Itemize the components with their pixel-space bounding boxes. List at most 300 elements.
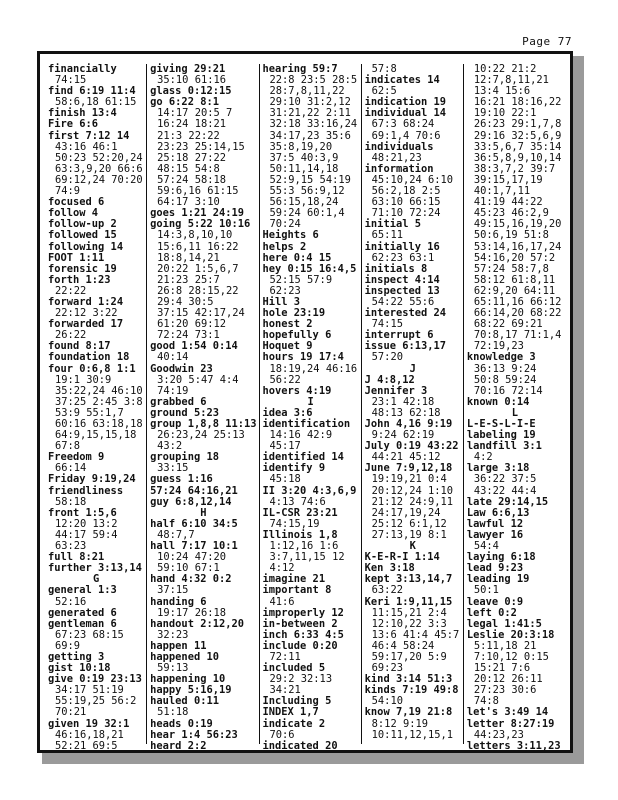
- index-term: interested 24: [364, 307, 446, 320]
- index-term: grabbed 6: [150, 395, 207, 408]
- index-term: hear 1:4 56:23: [150, 728, 238, 741]
- page-references: 38:3,7,2 39:7: [473, 162, 556, 175]
- page-references: 62:9,20 64:11: [473, 284, 556, 297]
- index-term: interrupt 6: [364, 329, 434, 342]
- page-references: 69:12,24 70:20: [55, 173, 143, 186]
- page-references: 21:12 24:9,11: [371, 495, 453, 508]
- page-references: 59:6,16 61:15: [157, 185, 239, 198]
- page-references: 19:19,21 0:4: [371, 473, 447, 486]
- page-references: 46:4 58:24: [371, 639, 435, 652]
- index-term: Leslie 20:3:18: [466, 628, 555, 641]
- index-term: friendliness: [48, 484, 124, 497]
- index-frame: [37, 51, 573, 753]
- page-references: 48:7,7: [157, 528, 195, 541]
- index-term: initial 5: [364, 218, 421, 231]
- index-term: half 6:10 34:5: [150, 517, 238, 530]
- page-references: 29:10 31:2,12: [269, 96, 351, 109]
- page-references: 24:17,19,24: [371, 506, 441, 519]
- index-column-4: [362, 64, 464, 744]
- page-references: 65:11: [371, 229, 403, 242]
- page-references: 37:15 42:17,24: [157, 307, 245, 320]
- index-term: heads 0:19: [150, 717, 213, 730]
- index-term: good 1:54 0:14: [150, 340, 238, 353]
- index-term: follow-up 2: [48, 218, 117, 231]
- section-letter: I: [307, 395, 314, 408]
- index-term: Hoquet 9: [262, 340, 313, 353]
- page-references: 11:15,21 2:4: [371, 606, 447, 619]
- page-references: 7:10,12 0:15: [473, 650, 549, 663]
- page-references: 22:12 3:22: [55, 307, 118, 320]
- page-references: 67:23 68:15: [55, 628, 124, 641]
- page-references: 62:23: [269, 284, 301, 297]
- index-term: happen 11: [150, 639, 207, 652]
- page-references: 58:18: [55, 495, 87, 508]
- page-references: 26:23,24 25:13: [157, 429, 245, 442]
- index-term: grouping 18: [150, 451, 219, 464]
- page-references: 63:22: [371, 584, 403, 597]
- page-references: 43:16 46:1: [55, 140, 118, 153]
- index-term: important 8: [262, 584, 332, 597]
- page-references: 63:23: [55, 540, 87, 553]
- index-term: finish 13:4: [48, 107, 117, 120]
- page-references: 20:12,24 1:10: [371, 484, 453, 497]
- page-references: 33:5,6,7 35:14: [473, 140, 562, 153]
- page-references: 10:22 21:2: [473, 63, 537, 75]
- index-term: INDEX 1,7: [262, 706, 319, 719]
- index-term: given 19 32:1: [48, 717, 130, 730]
- page-references: 32:23: [157, 628, 189, 641]
- index-term: let's 3:49 14: [466, 706, 549, 719]
- index-term: Fire 6:6: [48, 118, 99, 131]
- page-references: 19:17 26:18: [157, 606, 226, 619]
- page-references: 66:14: [55, 462, 87, 475]
- index-term: forensic 19: [48, 262, 117, 275]
- page-references: 62:5: [371, 85, 397, 98]
- page-references: 57:24 58:7,8: [473, 262, 549, 275]
- page-references: 16:21 18:16,22: [473, 96, 562, 109]
- index-term: indicated 20: [262, 739, 338, 752]
- index-term: found 8:17: [48, 340, 111, 353]
- page-references: 57:8: [371, 63, 397, 75]
- index-term: leading 19: [466, 573, 530, 586]
- page-references: 41:6: [269, 595, 295, 608]
- index-term: issue 6:13,17: [364, 340, 446, 353]
- index-term: letter 8:27:19: [466, 717, 555, 730]
- page-references: 54:22 55:6: [371, 295, 435, 308]
- index-term: hours 19 17:4: [262, 351, 344, 364]
- section-letter: H: [200, 506, 207, 519]
- index-term: full 8:21: [48, 551, 105, 564]
- page-references: 54:4: [473, 540, 499, 553]
- index-term: identification: [262, 418, 351, 430]
- page-references: 32:18 33:16,24: [269, 118, 358, 131]
- index-column-5: [464, 63, 565, 752]
- page-references: 74:9: [55, 185, 81, 198]
- page-references: 53:14,16,17,24: [473, 240, 562, 253]
- page-references: 43:2: [157, 440, 183, 453]
- index-term: go 6:22 8:1: [150, 96, 219, 109]
- page-references: 16:24 18:21: [157, 118, 226, 131]
- index-term: knowledge 3: [466, 351, 536, 364]
- page-references: 12:7,8,11,21: [473, 74, 549, 87]
- page-references: 45:10,24 6:10: [371, 173, 453, 186]
- page-references: 35:8,19,20: [269, 140, 333, 153]
- index-term: guy 6:8,12,14: [150, 495, 232, 508]
- page-references: 59:13: [157, 662, 189, 675]
- page-references: 26:22: [55, 329, 87, 342]
- page-references: 29:4 30:5: [157, 295, 214, 308]
- page-references: 63:3,9,20 66:6: [55, 162, 143, 175]
- index-term: further 3:13,14: [48, 562, 142, 575]
- index-term: know 7,19 21:8: [364, 706, 453, 719]
- index-term: forward 1:24: [48, 295, 124, 308]
- page-references: 45:18: [269, 473, 301, 486]
- index-columns: [45, 63, 565, 752]
- page-references: 43:22 44:4: [473, 484, 537, 497]
- page-references: 15:6,11 16:22: [157, 240, 239, 253]
- index-term: inspected 13: [364, 284, 440, 297]
- index-term: labeling 19: [466, 429, 536, 442]
- index-term: gentleman 6: [48, 617, 117, 630]
- page-references: 74:15: [55, 74, 87, 87]
- page-references: 56:15,18,24: [269, 196, 339, 209]
- index-term: letters 3:11,23: [466, 739, 561, 752]
- index-term: idea 3:6: [262, 406, 313, 419]
- page-references: 19:1 30:9: [55, 373, 112, 386]
- page-references: 70:24: [269, 218, 301, 231]
- index-term: Illinois 1,8: [262, 528, 338, 541]
- page-references: 54:10: [371, 695, 403, 708]
- index-term: hand 4:32 0:2: [150, 573, 232, 586]
- index-term: included 5: [262, 662, 326, 675]
- page-references: 40:1,7,11: [473, 185, 531, 198]
- index-term: going 5:22 10:16: [150, 218, 251, 231]
- page-references: 52:15 57:9: [269, 273, 333, 286]
- index-term: happy 5:16,19: [150, 684, 232, 697]
- index-term: heard 2:2: [150, 739, 207, 752]
- index-term: happened 10: [150, 650, 219, 663]
- page-references: 51:18: [157, 706, 189, 719]
- page-references: 45:23 46:2,9: [473, 207, 549, 220]
- index-term: leave 0:9: [466, 595, 524, 608]
- page-references: 57:24 58:18: [157, 173, 226, 186]
- page-references: 4:12: [269, 562, 295, 575]
- page-references: 67:8: [55, 440, 81, 453]
- index-column-2: [147, 63, 259, 752]
- page-references: 36:22 37:5: [473, 473, 537, 486]
- index-term: individuals: [364, 140, 434, 153]
- page-references: 34:17 51:19: [55, 684, 124, 697]
- page-references: 54:16,20 57:2: [473, 251, 556, 264]
- index-term: four 0:6,8 1:1: [48, 362, 136, 375]
- index-term: IL-CSR 23:21: [262, 506, 338, 519]
- index-term: getting 3: [48, 650, 105, 663]
- page-references: 40:14: [157, 351, 189, 364]
- index-term: hearing 59:7: [262, 63, 338, 75]
- index-term: foundation 18: [48, 351, 130, 364]
- page-references: 3:20 5:47 4:4: [157, 373, 239, 386]
- page-references: 53:9 55:1,7: [55, 406, 124, 419]
- page-references: 68:22 69:21: [473, 318, 543, 331]
- page-references: 55:19,25 56:2: [55, 695, 137, 708]
- section-letter: K: [409, 540, 416, 553]
- index-term: late 29:14,15: [466, 495, 549, 508]
- page-references: 65:11,16 66:12: [473, 295, 562, 308]
- page-references: 44:21 45:12: [371, 451, 441, 464]
- index-term: L-E-S-L-I-E: [466, 418, 536, 430]
- index-term: laying 6:18: [466, 551, 536, 564]
- index-term: inspect 4:14: [364, 273, 440, 286]
- page-references: 25:12 6:1,12: [371, 517, 447, 530]
- page-references: 59:17,20 5:9: [371, 650, 447, 663]
- page-references: 58:12 61:8,11: [473, 273, 556, 286]
- index-term: following 14: [48, 240, 124, 253]
- index-term: hovers 4:19: [262, 384, 332, 397]
- index-term: hole 23:19: [262, 307, 326, 320]
- index-term: indication 19: [364, 96, 446, 109]
- index-term: hopefully 6: [262, 329, 332, 342]
- page-references: 25:18 27:22: [157, 151, 226, 164]
- index-term: Jennifer 3: [364, 384, 428, 397]
- page-references: 59:10 67:1: [157, 562, 220, 575]
- page-references: 71:10 72:24: [371, 207, 441, 220]
- index-term: initials 8: [364, 262, 428, 275]
- index-term: II 3:20 4:3,6,9: [262, 484, 357, 497]
- page-references: 15:21 7:6: [473, 662, 531, 675]
- page-references: 35:22,24 46:10: [55, 384, 143, 397]
- page-references: 74:15,19: [269, 517, 320, 530]
- page-references: 14:17 20:5 7: [157, 107, 233, 120]
- index-term: give 0:19 23:13: [48, 673, 142, 686]
- page-references: 27:13,19 8:1: [371, 528, 447, 541]
- page-references: 61:20 69:12: [157, 318, 226, 331]
- page-references: 13:6 41:4 45:7: [371, 628, 460, 641]
- page-references: 20:22 1:5,6,7: [157, 262, 239, 275]
- page-references: 48:21,23: [371, 151, 422, 164]
- page-references: 36:13 9:24: [473, 362, 537, 375]
- page-references: 50:8 59:24: [473, 373, 537, 386]
- page-references: 74:15: [371, 318, 403, 331]
- index-term: front 1:5,6: [48, 506, 117, 519]
- page-references: 45:17: [269, 440, 301, 453]
- index-term: follow 4: [48, 207, 99, 220]
- index-term: here 0:4 15: [262, 251, 332, 264]
- index-term: indicate 2: [262, 717, 326, 730]
- page-references: 50:11,14,18: [269, 162, 339, 175]
- page-references: 52:21 69:5: [55, 739, 118, 752]
- page-references: 63:10 66:15: [371, 196, 441, 209]
- page-references: 41:19 44:22: [473, 196, 543, 209]
- page-references: 26:8 28:15,22: [157, 284, 239, 297]
- page-references: 70:21: [55, 706, 87, 719]
- index-term: guess 1:16: [150, 473, 213, 486]
- index-term: forth 1:23: [48, 273, 111, 286]
- page-references: 56:22: [269, 373, 301, 386]
- page-references: 37:5 40:3,9: [269, 151, 339, 164]
- index-term: group 1,8,8 11:13: [150, 418, 257, 430]
- index-term: July 0:19 43:22: [364, 440, 459, 453]
- page-references: 58:6,18 61:15: [55, 96, 137, 109]
- index-term: improperly 12: [262, 606, 344, 619]
- page-references: 72:24 73:1: [157, 329, 220, 342]
- index-term: helps 2: [262, 240, 307, 253]
- page-references: 72:19,23: [473, 340, 524, 353]
- page-references: 48:15 54:8: [157, 162, 220, 175]
- page-references: 50:1: [473, 584, 499, 597]
- section-letter: L: [511, 406, 519, 419]
- section-letter: G: [92, 573, 100, 586]
- index-term: known 0:14: [466, 395, 530, 408]
- index-term: financially: [48, 63, 117, 75]
- index-term: Keri 1:9,11,15: [364, 595, 453, 608]
- index-term: landfill 3:1: [466, 440, 542, 453]
- page-references: 69:23: [371, 662, 403, 675]
- page-references: 69:9: [55, 639, 81, 652]
- index-term: Goodwin 23: [150, 362, 213, 375]
- index-term: identify 9: [262, 462, 326, 475]
- index-term: initially 16: [364, 240, 440, 253]
- page-references: 50:6,19 51:8: [473, 229, 549, 242]
- page-number: Page 77: [522, 35, 572, 48]
- index-term: hauled 0:11: [150, 695, 219, 708]
- page-references: 37:25 2:45 3:8: [55, 395, 143, 408]
- index-term: find 6:19 11:4: [48, 85, 136, 98]
- page-references: 66:14,20 68:22: [473, 307, 562, 320]
- page-references: 27:23 30:6: [473, 684, 537, 697]
- index-term: Hill 3: [262, 295, 301, 308]
- index-term: J 4:8,12: [364, 373, 415, 386]
- page-references: 13:4 15:6: [473, 85, 531, 98]
- index-term: June 7:9,12,18: [364, 462, 453, 475]
- page-references: 52:16: [55, 595, 87, 608]
- page-references: 5:11,18 21: [473, 639, 537, 652]
- index-column-1: [45, 63, 147, 752]
- page-references: 64:17 3:10: [157, 196, 220, 209]
- page-references: 50:23 52:20,24: [55, 151, 143, 164]
- index-term: indicates 14: [364, 74, 440, 87]
- page-references: 67:3 68:24: [371, 118, 435, 131]
- index-term: generated 6: [48, 606, 117, 619]
- index-term: in-between 2: [262, 617, 338, 630]
- index-term: FOOT 1:11: [48, 251, 105, 264]
- page-references: 28:7,8,11,22: [269, 85, 345, 98]
- page-references: 14:3,8,10,10: [157, 229, 233, 242]
- index-term: hall 7:17 10:1: [150, 540, 238, 553]
- index-term: hey 0:15 16:4,5: [262, 262, 357, 275]
- page-references: 20:12 26:11: [473, 673, 543, 686]
- page-references: 1:12,16 1:6: [269, 540, 339, 553]
- page-references: 26:23 29:1,7,8: [473, 118, 562, 131]
- section-letter: J: [409, 362, 416, 375]
- page-references: 55:3 56:9,12: [269, 185, 345, 198]
- index-term: handout 2:12,20: [150, 617, 244, 630]
- page-references: 49:15,16,19,20: [473, 218, 562, 231]
- index-term: 57:24 64:16,21: [150, 484, 238, 497]
- index-term: focused 6: [48, 196, 105, 209]
- page-references: 46:16,18,21: [55, 728, 124, 741]
- page-references: 23:23 25:14,15: [157, 140, 245, 153]
- page-references: 21:23 25:7: [157, 273, 220, 286]
- page-references: 22:8 23:5 28:5: [269, 74, 358, 87]
- page-references: 22:22: [55, 284, 87, 297]
- page-references: 37:15: [157, 584, 189, 597]
- page-references: 18:8,14,21: [157, 251, 220, 264]
- index-term: lead 9:23: [466, 562, 524, 575]
- index-term: forwarded 17: [48, 318, 124, 331]
- page-references: 48:13 62:18: [371, 406, 441, 419]
- page-references: 33:15: [157, 462, 189, 475]
- page-references: 14:16 42:9: [269, 429, 333, 442]
- index-term: kind 3:14 51:3: [364, 673, 453, 686]
- index-term: kinds 7:19 49:8: [364, 684, 459, 697]
- index-term: imagine 21: [262, 573, 326, 586]
- page-references: 35:10 61:16: [157, 74, 226, 87]
- page-references: 9:24 62:19: [371, 429, 435, 442]
- page-references: 23:1 42:18: [371, 395, 435, 408]
- page-references: 34:21: [269, 684, 301, 697]
- page-references: 64:9,15,15,18: [55, 429, 137, 442]
- index-term: first 7:12 14: [48, 129, 130, 142]
- page-references: 18:19,24 46:16: [269, 362, 358, 375]
- page-references: 29:16 32:5,6,9: [473, 129, 562, 142]
- page-references: 59:24 60:1,4: [269, 207, 345, 220]
- index-term: lawyer 16: [466, 528, 524, 541]
- index-term: Heights 6: [262, 229, 319, 242]
- index-term: Ken 3:18: [364, 562, 415, 575]
- page-references: 72:11: [269, 650, 301, 663]
- page-references: 36:5,8,9,10,14: [473, 151, 562, 164]
- index-term: K-E-R-I 1:14: [364, 551, 440, 564]
- page-references: 70:16 72:14: [473, 384, 543, 397]
- page-references: 57:20: [371, 351, 403, 364]
- page-references: 74:19: [157, 384, 189, 397]
- page-references: 69:1,4 70:6: [371, 129, 441, 142]
- index-term: giving 29:21: [150, 63, 226, 75]
- page-references: 44:23,23: [473, 728, 524, 741]
- page-references: 70:8,17 71:1,4: [473, 329, 562, 342]
- index-term: handing 6: [150, 595, 207, 608]
- index-term: identified 14: [262, 451, 344, 464]
- index-term: include 0:20: [262, 639, 338, 652]
- index-term: honest 2: [262, 318, 313, 331]
- page-references: 34:17,23 35:6: [269, 129, 351, 142]
- index-term: Law 6:6,13: [466, 506, 530, 519]
- index-term: legal 1:41:5: [466, 617, 542, 630]
- index-term: goes 1:21 24:19: [150, 207, 244, 220]
- index-term: gist 10:18: [48, 662, 111, 675]
- page-references: 44:17 59:4: [55, 528, 118, 541]
- page-references: 3:7,11,15 12: [269, 551, 345, 564]
- index-term: kept 3:13,14,7: [364, 573, 453, 586]
- page-references: 4:2: [473, 451, 493, 464]
- page-references: 60:16 63:18,18: [55, 418, 143, 430]
- index-term: Including 5: [262, 695, 332, 708]
- page-references: 52:9,15 54:19: [269, 173, 351, 186]
- page-references: 31:21,22 2:11: [269, 107, 351, 120]
- index-term: individual 14: [364, 107, 446, 120]
- page-references: 8:12 9:19: [371, 717, 428, 730]
- page-references: 62:23 63:1: [371, 251, 435, 264]
- page-references: 74:8: [473, 695, 499, 708]
- index-term: information: [364, 162, 434, 175]
- index-term: Friday 9:19,24: [48, 473, 136, 486]
- index-term: left 0:2: [466, 606, 517, 619]
- page-references: 12:20 13:2: [55, 517, 118, 530]
- page-references: 56:2,18 2:5: [371, 185, 441, 198]
- page-references: 12:10,22 3:3: [371, 617, 447, 630]
- page-references: 70:6: [269, 728, 295, 741]
- index-term: John 4,16 9:19: [364, 418, 453, 430]
